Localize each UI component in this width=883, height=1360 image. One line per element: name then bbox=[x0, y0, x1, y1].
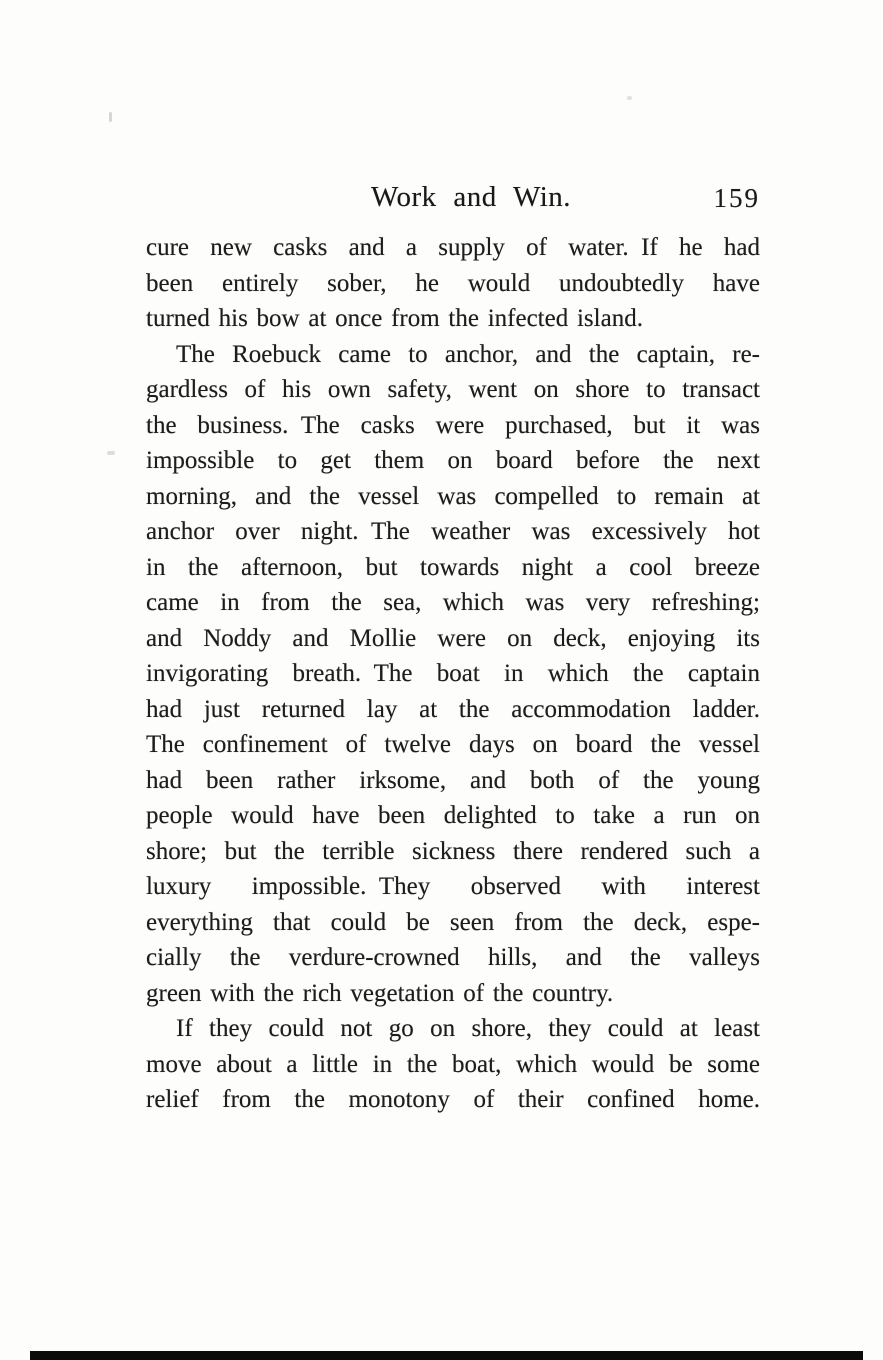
text-line: everything that could be seen from the deck, espe- bbox=[146, 908, 760, 936]
margin-speck-artifact bbox=[109, 112, 112, 122]
text-block bbox=[146, 230, 760, 1118]
page-header bbox=[146, 181, 760, 217]
text-line: The Roebuck came to anchor, and the captain, re- bbox=[176, 340, 760, 368]
margin-speck-artifact bbox=[107, 451, 115, 455]
paragraph bbox=[146, 1011, 760, 1118]
text-line: came in from the sea, which was very refreshing; bbox=[146, 589, 760, 616]
text-line: luxury impossible. They observed with interest bbox=[146, 873, 760, 900]
text-line: morning, and the vessel was compelled to remain at bbox=[146, 482, 760, 510]
text-line: invigorating breath. The boat in which the captain bbox=[146, 660, 760, 687]
text-line: and Noddy and Mollie were on deck, enjoying its bbox=[146, 624, 760, 652]
paragraph bbox=[146, 337, 760, 1012]
text-line: The confinement of twelve days on board the vessel bbox=[146, 731, 760, 758]
paragraph bbox=[146, 230, 760, 337]
text-line: in the afternoon, but towards night a cool breeze bbox=[146, 553, 760, 581]
text-line: move about a little in the boat, which would be some bbox=[146, 1050, 760, 1078]
scan-speck-artifact bbox=[627, 96, 632, 100]
text-line: impossible to get them on board before the next bbox=[146, 447, 760, 474]
text-line: been entirely sober, he would undoubtedly have bbox=[146, 269, 760, 297]
text-line: If they could not go on shore, they could at least bbox=[176, 1015, 760, 1042]
text-line: turned his bow at once from the infected island. bbox=[146, 305, 643, 332]
text-line: had just returned lay at the accommodation ladder. bbox=[146, 695, 760, 723]
text-line: anchor over night. The weather was excessively hot bbox=[146, 518, 760, 545]
text-line: cure new casks and a supply of water. If he had bbox=[146, 234, 760, 261]
text-line: green with the rich vegetation of the country. bbox=[146, 979, 614, 1007]
text-line: had been rather irksome, and both of the young bbox=[146, 766, 760, 794]
text-line: people would have been delighted to take a run on bbox=[146, 802, 760, 829]
text-line: relief from the monotony of their confined home. bbox=[146, 1086, 760, 1113]
page-number: 159 bbox=[713, 183, 760, 213]
text-line: gardless of his own safety, went on shore to transact bbox=[146, 376, 760, 403]
text-line: cially the verdure-crowned hills, and the valleys bbox=[146, 944, 760, 971]
text-line: the business. The casks were purchased, but it was bbox=[146, 411, 760, 439]
text-line: shore; but the terrible sickness there rendered such a bbox=[146, 837, 760, 865]
running-title: Work and Win. bbox=[370, 181, 572, 213]
bottom-scan-edge-bar bbox=[30, 1351, 863, 1360]
